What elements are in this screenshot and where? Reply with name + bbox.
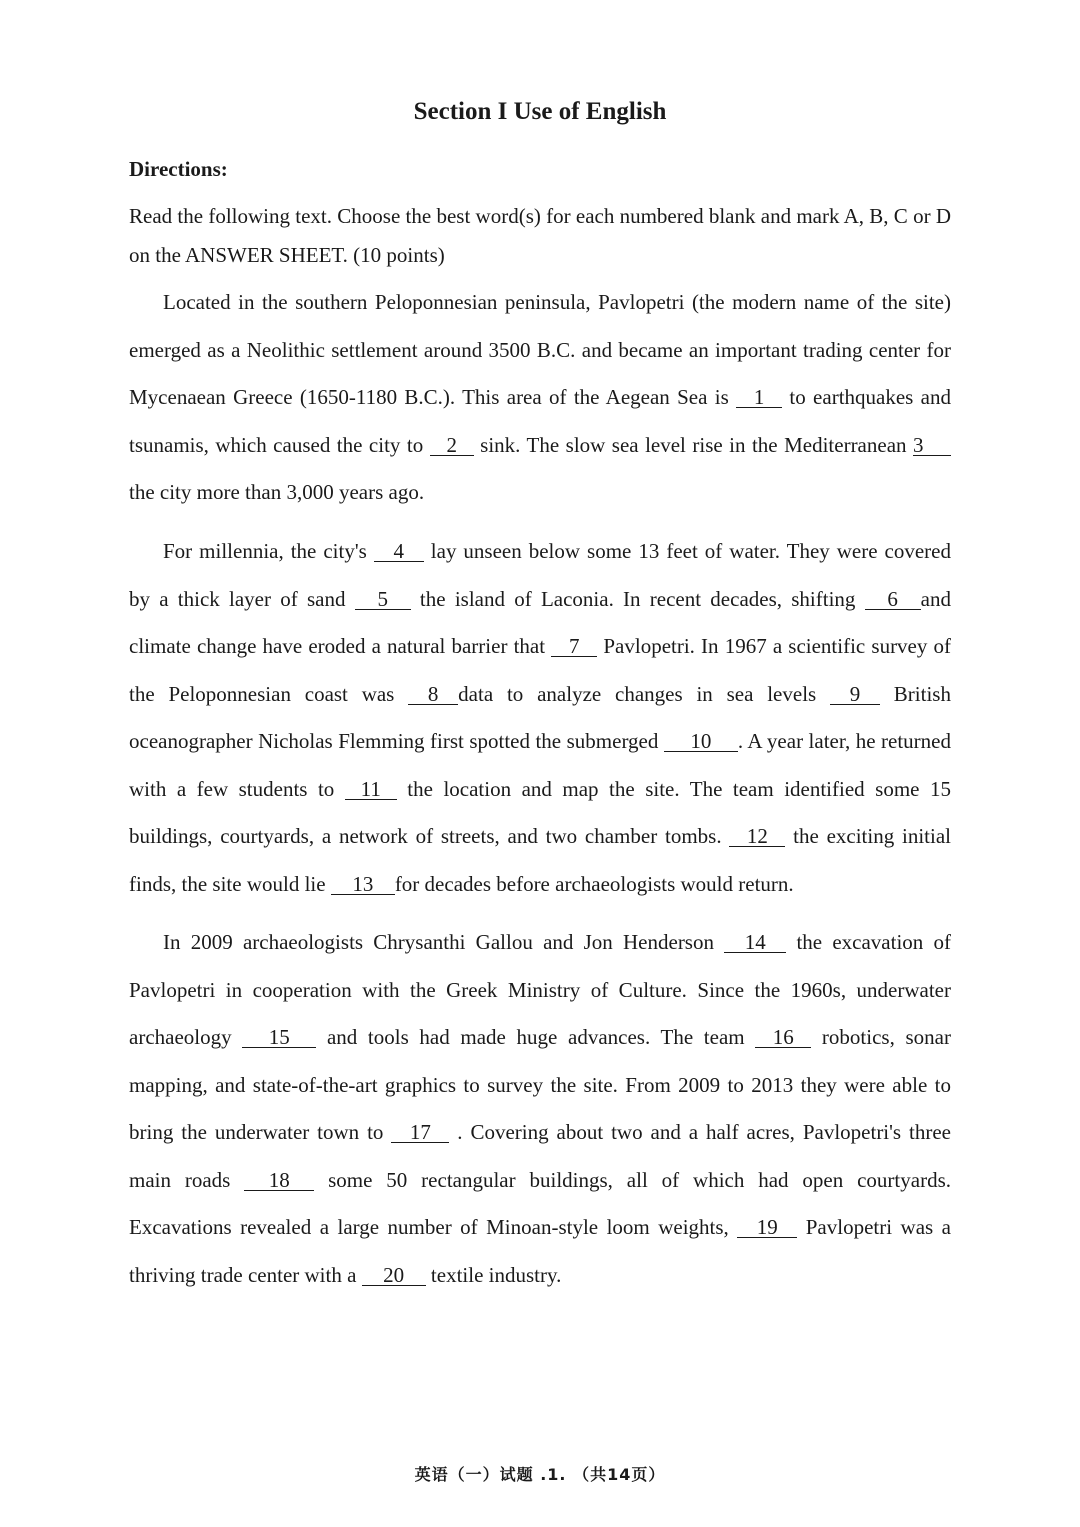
blank-7: 7 [551,636,597,657]
passage-text: the exciting initial finds, the site would lie [129,824,951,896]
blank-16: 16 [755,1027,811,1048]
blank-9: 9 [830,684,880,705]
passage-paragraph-1 [129,279,951,517]
blank-10: 10 [664,731,738,752]
blank-3: 3 [913,435,951,456]
passage-text: In 2009 archaeologists Chrysanthi Gallou and Jon Henderson [163,930,725,954]
blank-15: 15 [242,1027,316,1048]
passage-text: the location and map the site. The team identified some 15 buildings, courtyards, a network of streets, and two chamber tombs. [129,776,951,848]
passage-text: Located in the southern Peloponnesian peninsula, Pavlopetri (the modern name of the site) emerged as a Neolithic settlement around 3500 B.C. and became an important trading center for Mycenaean Greece (1650-1180 B.C.). This area of the Aegean Sea is [129,290,951,409]
blank-12: 12 [729,826,785,847]
blank-1: 1 [736,387,782,408]
blank-4: 4 [374,541,424,562]
passage-paragraph-2 [129,528,951,908]
blank-5: 5 [355,589,411,610]
blank-17: 17 [391,1122,449,1143]
passage-text: the excavation of Pavlopetri in cooperation with the Greek Ministry of Culture. Since the 1960s, underwater archaeology [129,930,951,1049]
passage-text: . Covering about two and a half acres, Pavlopetri's three main roads [129,1120,951,1192]
passage-text: . A year later, he returned with a few students to [129,729,951,801]
blank-11: 11 [345,779,397,800]
passage-text: for decades before archaeologists would return. [394,871,794,896]
page-footer: 英语（一）试题 .1. （共14页） [414,1465,666,1484]
blank-20: 20 [362,1265,426,1286]
passage-text: the island of Laconia. In recent decades, shifting [410,586,865,611]
passage-text: to earthquakes and tsunamis, which caused the city to [129,385,951,457]
blank-14: 14 [724,932,786,953]
section-title: Section I Use of English [413,98,667,125]
passage-text: lay unseen below some 13 feet of water. They were covered by a thick layer of sand [129,539,951,611]
passage-text: British oceanographer Nicholas Flemming first spotted the submerged [129,681,951,753]
passage-text: and climate change have eroded a natural barrier that [129,586,951,658]
blank-13: 13 [331,874,395,895]
directions-text: Read the following text. Choose the best word(s) for each numbered blank and mark A, B, C or D on the ANSWER SHEET. (10 points) [129,204,951,267]
passage-text: robotics, sonar mapping, and state-of-the-art graphics to survey the site. From 2009 to 2013 they were able to bring the underwater town to [129,1025,951,1144]
blank-8: 8 [408,684,458,705]
passage-text: Pavlopetri. In 1967 a scientific survey of the Peloponnesian coast was [129,634,952,706]
blank-19: 19 [737,1217,797,1238]
blank-6: 6 [865,589,921,610]
blank-2: 2 [430,435,474,456]
passage-text: Pavlopetri was a thriving trade center with a [129,1215,951,1287]
passage-text: textile industry. [425,1262,562,1287]
passage-text: some 50 rectangular buildings, all of which had open courtyards. Excavations revealed a large number of Minoan-style loom weights, [129,1167,951,1239]
passage-paragraph-3 [129,919,951,1299]
blank-18: 18 [244,1170,314,1191]
passage-text: For millennia, the city's [163,539,374,563]
directions-heading: Directions: [129,157,228,181]
passage-text: and tools had made huge advances. The team [316,1025,756,1049]
passage-text: sink. The slow sea level rise in the Mediterranean [473,432,913,457]
passage-text: data to analyze changes in sea levels [458,681,830,706]
passage-text: the city more than 3,000 years ago. [129,480,425,504]
